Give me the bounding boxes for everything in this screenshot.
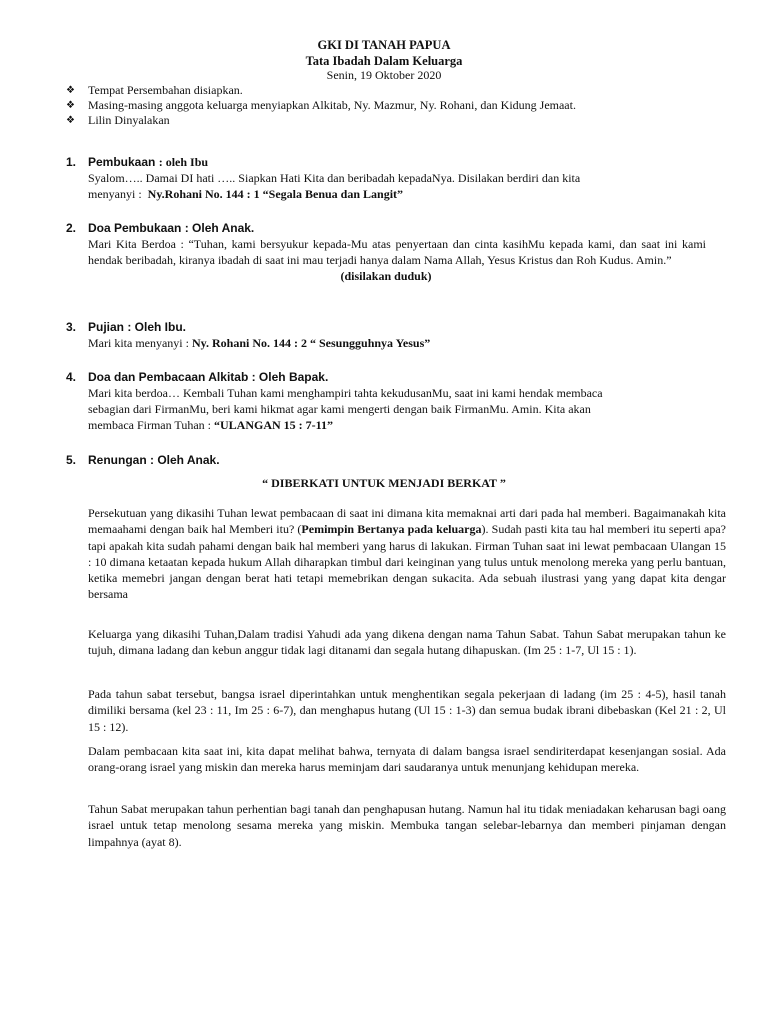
section-pujian xyxy=(66,319,706,351)
list-item-text: Lilin Dinyalakan xyxy=(88,113,170,127)
list-item xyxy=(66,98,576,113)
preparation-list xyxy=(66,83,576,128)
section-heading: 3. Pujian : Oleh Ibu. xyxy=(66,320,187,334)
list-item xyxy=(66,113,576,128)
diamond-bullet-icon: ❖ xyxy=(66,115,75,126)
sermon-paragraph: Pada tahun sabat tersebut, bangsa israel diperintahkan untuk menghentikan segala pekerjaan di ladang (im 25 : 4-5), hasil tanah dimiliki bersama (kel 23 : 11, Im 25 : 6-7), dan menghapus hutang (Ul 15 : 1-3) dan semua budak ibrani dibebaskan (Kel 21 : 2, Ul 15 : 12). xyxy=(88,687,726,734)
section-doa-pembacaan xyxy=(66,369,706,433)
section-heading: 1. Pembukaan : oleh Ibu xyxy=(66,155,209,169)
section-pembukaan xyxy=(66,154,706,202)
list-item-text: Masing-masing anggota keluarga menyiapkan Alkitab, Ny. Mazmur, Ny. Rohani, dan Kidung Jemaat. xyxy=(88,98,576,112)
document-date: Senin, 19 Oktober 2020 xyxy=(326,68,442,82)
list-item-text: Tempat Persembahan disiapkan. xyxy=(88,83,243,97)
sermon-paragraph: Dalam pembacaan kita saat ini, kita dapat melihat bahwa, ternyata di dalam bangsa israel sendiriterdapat kesenjangan sosial. Ada orang-orang israel yang miskin dan mereka harus meminjam dari saudaranya untuk menunjang kehidupan mereka. xyxy=(88,744,726,775)
section-heading: 2. Doa Pembukaan : Oleh Anak. xyxy=(66,221,255,235)
document-subtitle: Tata Ibadah Dalam Keluarga xyxy=(305,54,463,68)
diamond-bullet-icon: ❖ xyxy=(66,100,75,111)
section-text: Mari kita menyanyi : Ny. Rohani No. 144 : 2 “ Sesungguhnya Yesus” xyxy=(88,336,431,350)
list-item xyxy=(66,83,576,98)
section-text: Mari Kita Berdoa : “Tuhan, kami bersyukur kepada-Mu atas penyertaan dan cinta kasihMu kepada kami, dan saat ini kami hendak beribadah, kiranya ibadah di saat ini mau terjadi hanya dalam Nama Allah, Yesus Kristus dan Roh Kudus. Amin.” xyxy=(88,237,706,267)
section-renungan xyxy=(66,452,706,468)
section-heading: 5. Renungan : Oleh Anak. xyxy=(66,453,220,467)
document-title: GKI DI TANAH PAPUA xyxy=(317,38,451,52)
sermon-paragraph: Persekutuan yang dikasihi Tuhan lewat pembacaan di saat ini dimana kita memaknai arti dari pada hal memberi. Bagaimanakah kita memaahami dengan baik hal Memberi itu? (Pemimpin Bertanya pada keluarga). Sudah pasti kita tau hal memberi itu seperti apa? tapi apakah kita sudah pahami dengan baik hal memberi yang harus di lakukan. Firman Tuhan saat ini lewat pembacaan Ulangan 15 : 10 dimana ketaatan kepada hukum Allah diharapkan timbul dari keinginan yang tulus untuk menolong mereka yang perlu bantuan, ketika memebri jangan dengan berat hati tetapi memebrikan dengan sukacita. Ada sebuah ilustrasi yang yang dapat kita dengar bersama xyxy=(88,506,727,602)
diamond-bullet-icon: ❖ xyxy=(66,85,75,96)
section-doa-pembukaan xyxy=(66,220,706,284)
section-note: (disilakan duduk) xyxy=(340,269,432,283)
section-text: Mari kita berdoa… Kembali Tuhan kami menghampiri tahta kekudusanMu, saat ini kami hendak membaca sebagian dari FirmanMu, beri kami hikmat agar kami mengerti dengan baik FirmanMu. Amin. Kita akan membaca Firman Tuhan : “ULANGAN 15 : 7-11” xyxy=(88,386,603,432)
sermon-paragraph: Tahun Sabat merupakan tahun perhentian bagi tanah dan penghapusan hutang. Namun hal itu tidak meniadakan keharusan bagi oang israel untuk tetap menolong sesama mereka yang miskin. Membuka tangan selebar-lebarnya dan memberi pinjaman dengan limpahnya (ayat 8). xyxy=(88,802,726,849)
sermon-paragraph: Keluarga yang dikasihi Tuhan,Dalam tradisi Yahudi ada yang dikena dengan nama Tahun Sabat. Tahun Sabat merupakan tahun ke tujuh, dimana ladang dan kebun anggur tidak lagi ditanami dan segala hutang dihapuskan. (Im 25 : 1-7, Ul 15 : 1). xyxy=(88,627,726,658)
section-text: Syalom….. Damai DI hati ….. Siapkan Hati Kita dan beribadah kepadaNya. Disilakan berdiri dan kita menyanyi : Ny.Rohani No. 144 : 1 “Segala Benua dan Langit” xyxy=(88,171,581,201)
section-heading: 4. Doa dan Pembacaan Alkitab : Oleh Bapak. xyxy=(66,370,329,384)
sermon-title: “ DIBERKATI UNTUK MENJADI BERKAT ” xyxy=(262,476,506,490)
